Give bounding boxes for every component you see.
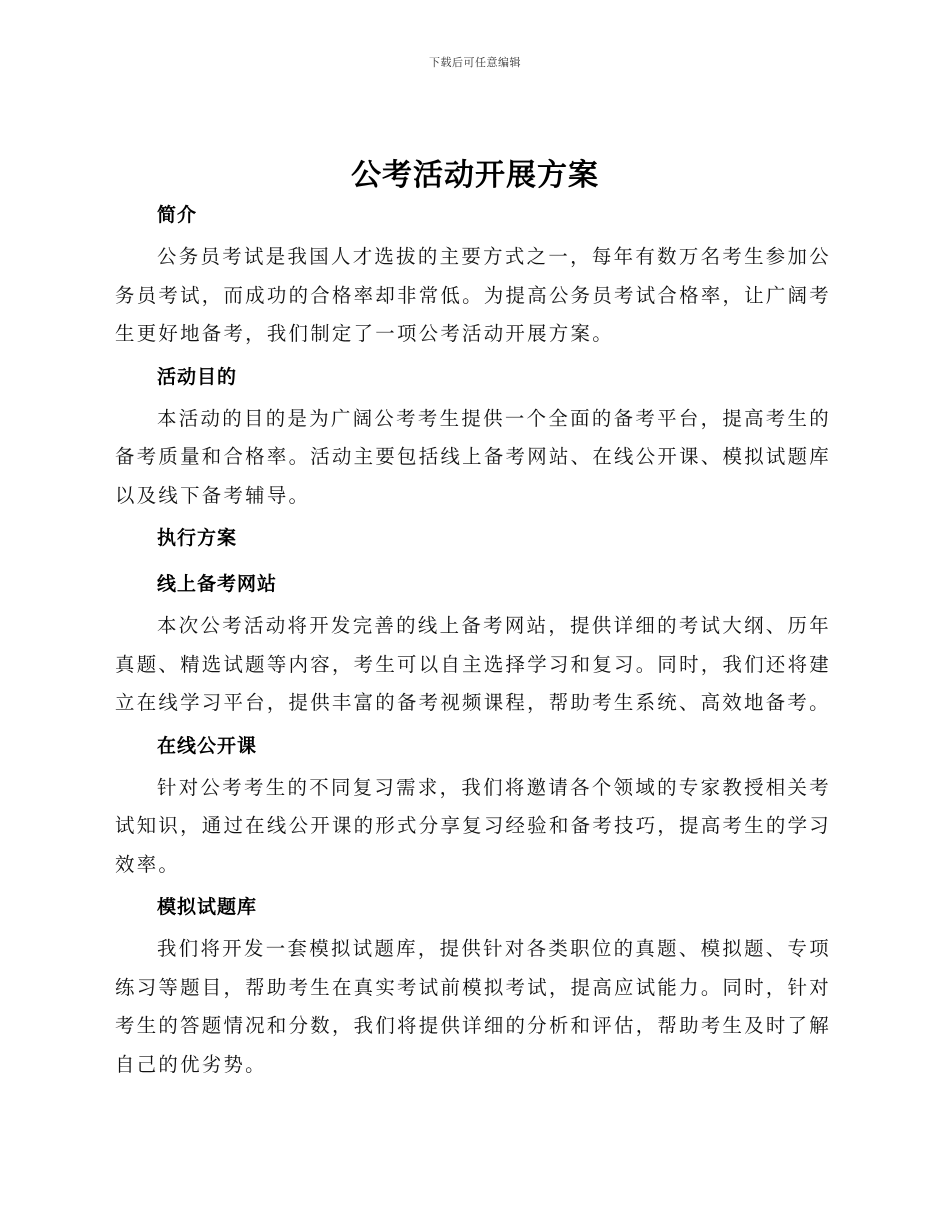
section-heading: 执行方案 — [157, 527, 238, 549]
section-paragraph: 针对公考考生的不同复习需求，我们将邀请各个领域的专家教授相关考试知识，通过在线公开课的形式分享复习经验和备考技巧，提高考生的学习效率。 — [115, 775, 831, 876]
section-question-bank — [115, 884, 831, 1084]
section-open-course — [115, 723, 831, 885]
section-heading: 在线公开课 — [157, 734, 258, 757]
section-plan — [115, 515, 831, 561]
section-heading: 模拟试题库 — [157, 896, 258, 918]
section-heading: 线上备考网站 — [157, 573, 278, 595]
section-heading: 活动目的 — [157, 365, 238, 388]
section-heading: 简介 — [157, 204, 198, 226]
section-paragraph: 本活动的目的是为广阔公考考生提供一个全面的备考平台，提高考生的备考质量和合格率。活动主要包括线上备考网站、在线公开课、模拟试题库以及线下备考辅导。 — [115, 406, 831, 507]
document-title: 公考活动开展方案 — [351, 158, 599, 193]
section-paragraph: 我们将开发一套模拟试题库，提供针对各类职位的真题、模拟题、专项练习等题目，帮助考生在真实考试前模拟考试，提高应试能力。同时，针对考生的答题情况和分数，我们将提供详细的分析和评估，帮助考生及时了解自己的优劣势。 — [115, 937, 831, 1076]
section-intro — [115, 192, 831, 354]
section-purpose — [115, 354, 831, 516]
section-paragraph: 本次公考活动将开发完善的线上备考网站，提供详细的考试大纲、历年真题、精选试题等内容，考生可以自主选择学习和复习。同时，我们还将建立在线学习平台，提供丰富的备考视频课程，帮助考生系统、高效地备考。 — [115, 614, 831, 714]
section-online-website — [115, 561, 831, 723]
document-body — [115, 192, 831, 1084]
header-note: 下载后可任意编辑 — [429, 56, 521, 69]
section-paragraph: 公务员考试是我国人才选拔的主要方式之一，每年有数万名考生参加公务员考试，而成功的合格率却非常低。为提高公务员考试合格率，让广阔考生更好地备考，我们制定了一项公考活动开展方案。 — [115, 245, 831, 345]
